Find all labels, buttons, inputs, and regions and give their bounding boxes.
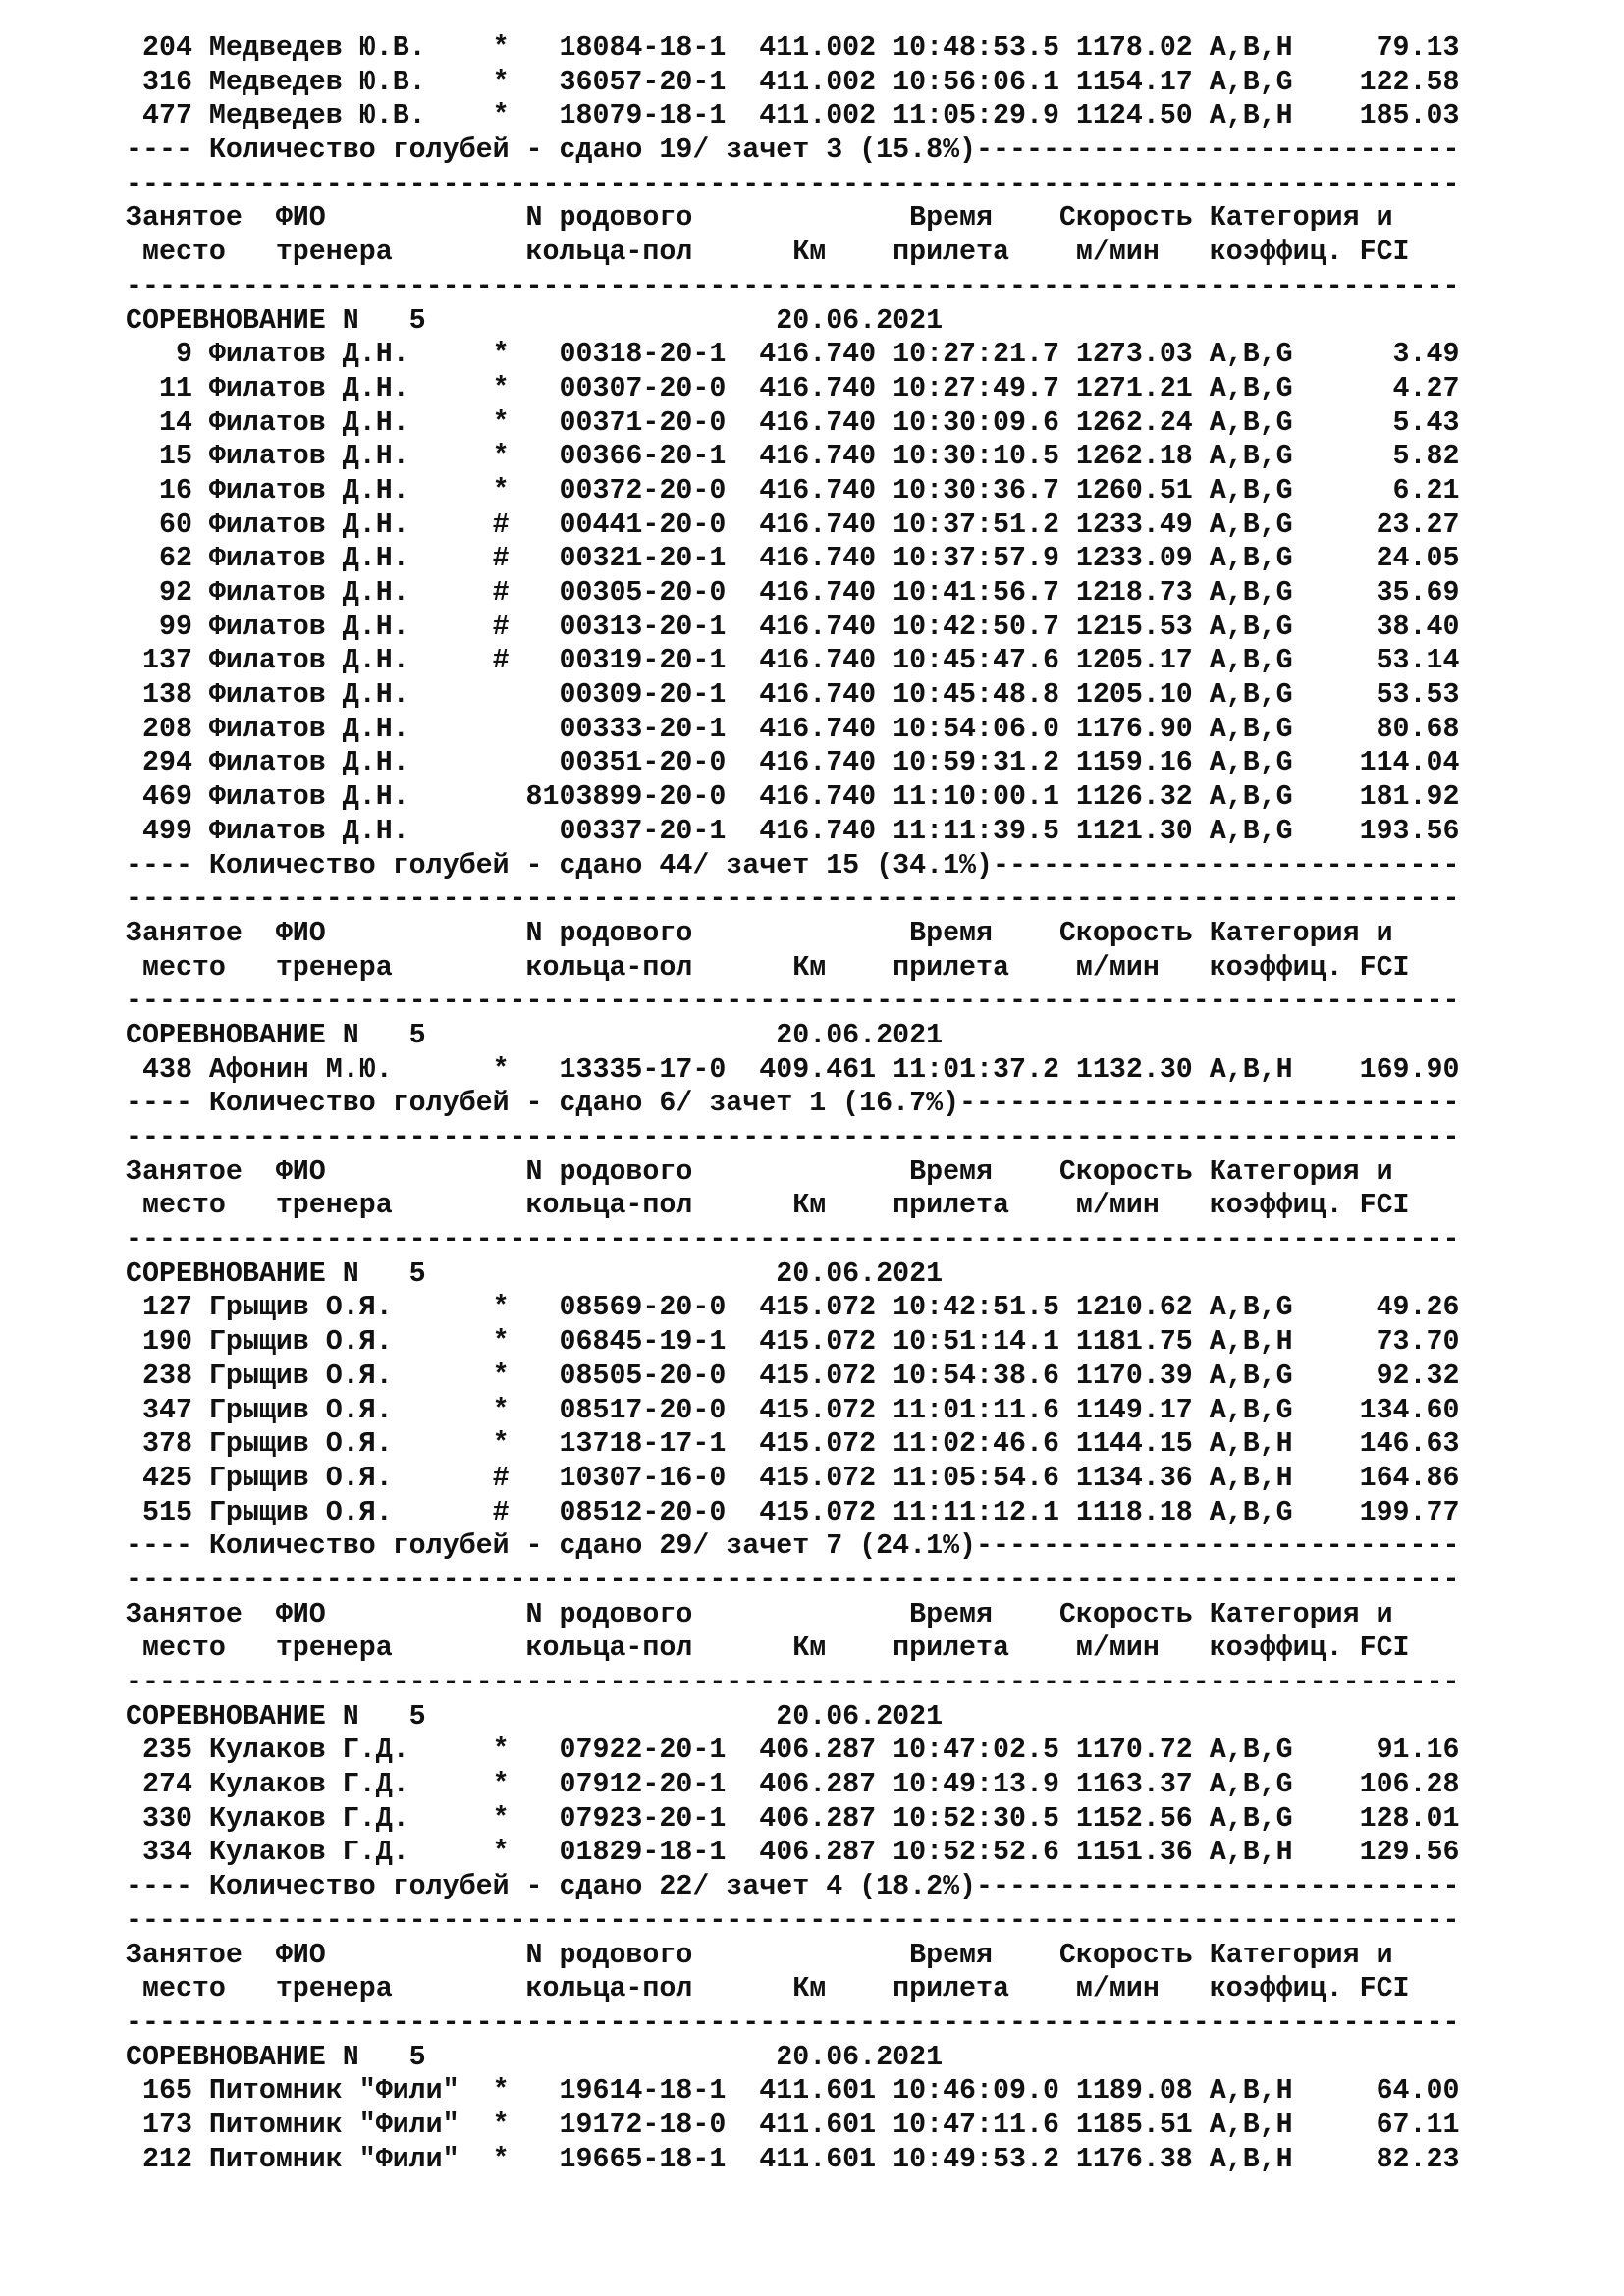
result-row: 347 Грыщив О.Я. * 08517-20-0 415.072 11:01:11.6 1149.17 A,B,G 134.60 bbox=[126, 1394, 1460, 1426]
column-header: место тренера кольца-пол Км прилета м/мин коэффиц. FCI bbox=[126, 951, 1410, 984]
result-row: 208 Филатов Д.Н. 00333-20-1 416.740 10:54:06.0 1176.90 A,B,G 80.68 bbox=[126, 713, 1460, 745]
result-row: 165 Питомник "Фили" * 19614-18-1 411.601 10:46:09.0 1189.08 A,B,H 64.00 bbox=[126, 2075, 1460, 2108]
competition-heading: СОРЕВНОВАНИЕ N 5 20.06.2021 bbox=[126, 2041, 944, 2073]
summary-line: ---- Количество голубей - сдано 19/ зачет 3 (15.8%)----------------------------- bbox=[126, 134, 1460, 167]
separator-line: -------------------------------------------------------------------------------- bbox=[126, 883, 1460, 916]
result-row: 92 Филатов Д.Н. # 00305-20-0 416.740 10:41:56.7 1218.73 A,B,G 35.69 bbox=[126, 577, 1460, 609]
summary-line: ---- Количество голубей - сдано 29/ зачет 7 (24.1%)----------------------------- bbox=[126, 1530, 1460, 1563]
column-header: место тренера кольца-пол Км прилета м/мин коэффиц. FCI bbox=[126, 1190, 1410, 1222]
result-row: 238 Грыщив О.Я. * 08505-20-0 415.072 10:54:38.6 1170.39 A,B,G 92.32 bbox=[126, 1360, 1460, 1392]
competition-heading: СОРЕВНОВАНИЕ N 5 20.06.2021 bbox=[126, 1019, 944, 1051]
summary-line: ---- Количество голубей - сдано 44/ зачет 15 (34.1%)---------------------------- bbox=[126, 849, 1460, 881]
separator-line: -------------------------------------------------------------------------------- bbox=[126, 1224, 1460, 1256]
separator-line: -------------------------------------------------------------------------------- bbox=[126, 1122, 1460, 1153]
column-header: Занятое ФИО N родового Время Скорость Категория и bbox=[126, 917, 1393, 949]
result-row: 334 Кулаков Г.Д. * 01829-18-1 406.287 10:52:52.6 1151.36 A,B,H 129.56 bbox=[126, 1837, 1460, 1869]
result-row: 16 Филатов Д.Н. * 00372-20-0 416.740 10:30:36.7 1260.51 A,B,G 6.21 bbox=[126, 474, 1460, 507]
summary-line: ---- Количество голубей - сдано 22/ зачет 4 (18.2%)----------------------------- bbox=[126, 1871, 1460, 1903]
competition-heading: СОРЕВНОВАНИЕ N 5 20.06.2021 bbox=[126, 1700, 944, 1733]
result-row: 9 Филатов Д.Н. * 00318-20-1 416.740 10:27:21.7 1273.03 A,B,G 3.49 bbox=[126, 339, 1460, 371]
result-row: 190 Грыщив О.Я. * 06845-19-1 415.072 10:51:14.1 1181.75 A,B,H 73.70 bbox=[126, 1326, 1460, 1359]
result-row: 137 Филатов Д.Н. # 00319-20-1 416.740 10:45:47.6 1205.17 A,B,G 53.14 bbox=[126, 645, 1460, 677]
column-header: место тренера кольца-пол Км прилета м/мин коэффиц. FCI bbox=[126, 237, 1410, 269]
column-header: Занятое ФИО N родового Время Скорость Категория и bbox=[126, 202, 1393, 235]
result-row: 212 Питомник "Фили" * 19665-18-1 411.601 10:49:53.2 1176.38 A,B,H 82.23 bbox=[126, 2143, 1460, 2175]
result-row: 99 Филатов Д.Н. # 00313-20-1 416.740 10:42:50.7 1215.53 A,B,G 38.40 bbox=[126, 611, 1460, 643]
result-row: 14 Филатов Д.Н. * 00371-20-0 416.740 10:30:09.6 1262.24 A,B,G 5.43 bbox=[126, 406, 1460, 439]
separator-line: -------------------------------------------------------------------------------- bbox=[126, 168, 1460, 200]
result-row: 15 Филатов Д.Н. * 00366-20-1 416.740 10:30:10.5 1262.18 A,B,G 5.82 bbox=[126, 441, 1460, 473]
result-row: 60 Филатов Д.Н. # 00441-20-0 416.740 10:37:51.2 1233.49 A,B,G 23.27 bbox=[126, 508, 1460, 541]
column-header: место тренера кольца-пол Км прилета м/мин коэффиц. FCI bbox=[126, 1973, 1410, 2005]
result-row: 294 Филатов Д.Н. 00351-20-0 416.740 10:59:31.2 1159.16 A,B,G 114.04 bbox=[126, 747, 1460, 779]
separator-line: -------------------------------------------------------------------------------- bbox=[126, 1667, 1460, 1698]
result-row: 477 Медведев Ю.В. * 18079-18-1 411.002 11:05:29.9 1124.50 A,B,H 185.03 bbox=[126, 100, 1460, 133]
result-row: 438 Афонин М.Ю. * 13335-17-0 409.461 11:01:37.2 1132.30 A,B,H 169.90 bbox=[126, 1053, 1460, 1086]
result-row: 204 Медведев Ю.В. * 18084-18-1 411.002 10:48:53.5 1178.02 A,B,H 79.13 bbox=[126, 32, 1460, 64]
column-header: место тренера кольца-пол Км прилета м/мин коэффиц. FCI bbox=[126, 1632, 1410, 1665]
separator-line: -------------------------------------------------------------------------------- bbox=[126, 986, 1460, 1018]
column-header: Занятое ФИО N родового Время Скорость Категория и bbox=[126, 1939, 1393, 1971]
result-row: 515 Грыщив О.Я. # 08512-20-0 415.072 11:11:12.1 1118.18 A,B,G 199.77 bbox=[126, 1496, 1460, 1528]
separator-line: -------------------------------------------------------------------------------- bbox=[126, 1564, 1460, 1596]
result-row: 138 Филатов Д.Н. 00309-20-1 416.740 10:45:48.8 1205.10 A,B,G 53.53 bbox=[126, 679, 1460, 712]
result-row: 316 Медведев Ю.В. * 36057-20-1 411.002 10:56:06.1 1154.17 A,B,G 122.58 bbox=[126, 66, 1460, 98]
result-row: 274 Кулаков Г.Д. * 07912-20-1 406.287 10:49:13.9 1163.37 A,B,G 106.28 bbox=[126, 1769, 1460, 1801]
separator-line: -------------------------------------------------------------------------------- bbox=[126, 2006, 1460, 2039]
column-header: Занятое ФИО N родового Время Скорость Категория и bbox=[126, 1598, 1393, 1630]
result-row: 173 Питомник "Фили" * 19172-18-0 411.601 10:47:11.6 1185.51 A,B,H 67.11 bbox=[126, 2109, 1460, 2141]
result-row: 235 Кулаков Г.Д. * 07922-20-1 406.287 10:47:02.5 1170.72 A,B,G 91.16 bbox=[126, 1735, 1460, 1767]
column-header: Занятое ФИО N родового Время Скорость Категория и bbox=[126, 1155, 1393, 1188]
result-row: 469 Филатов Д.Н. 8103899-20-0 416.740 11:10:00.1 1126.32 A,B,G 181.92 bbox=[126, 781, 1460, 814]
separator-line: -------------------------------------------------------------------------------- bbox=[126, 1904, 1460, 1937]
result-row: 127 Грыщив О.Я. * 08569-20-0 415.072 10:42:51.5 1210.62 A,B,G 49.26 bbox=[126, 1292, 1460, 1324]
result-row: 425 Грыщив О.Я. # 10307-16-0 415.072 11:05:54.6 1134.36 A,B,H 164.86 bbox=[126, 1462, 1460, 1494]
results-document bbox=[126, 31, 1618, 2176]
competition-heading: СОРЕВНОВАНИЕ N 5 20.06.2021 bbox=[126, 1257, 944, 1290]
summary-line: ---- Количество голубей - сдано 6/ зачет 1 (16.7%)------------------------------ bbox=[126, 1088, 1460, 1120]
separator-line: -------------------------------------------------------------------------------- bbox=[126, 270, 1460, 302]
result-row: 330 Кулаков Г.Д. * 07923-20-1 406.287 10:52:30.5 1152.56 A,B,G 128.01 bbox=[126, 1802, 1460, 1835]
result-row: 499 Филатов Д.Н. 00337-20-1 416.740 11:11:39.5 1121.30 A,B,G 193.56 bbox=[126, 815, 1460, 847]
result-row: 11 Филатов Д.Н. * 00307-20-0 416.740 10:27:49.7 1271.21 A,B,G 4.27 bbox=[126, 372, 1460, 404]
competition-heading: СОРЕВНОВАНИЕ N 5 20.06.2021 bbox=[126, 304, 944, 337]
result-row: 62 Филатов Д.Н. # 00321-20-1 416.740 10:37:57.9 1233.09 A,B,G 24.05 bbox=[126, 543, 1460, 575]
result-row: 378 Грыщив О.Я. * 13718-17-1 415.072 11:02:46.6 1144.15 A,B,H 146.63 bbox=[126, 1428, 1460, 1461]
